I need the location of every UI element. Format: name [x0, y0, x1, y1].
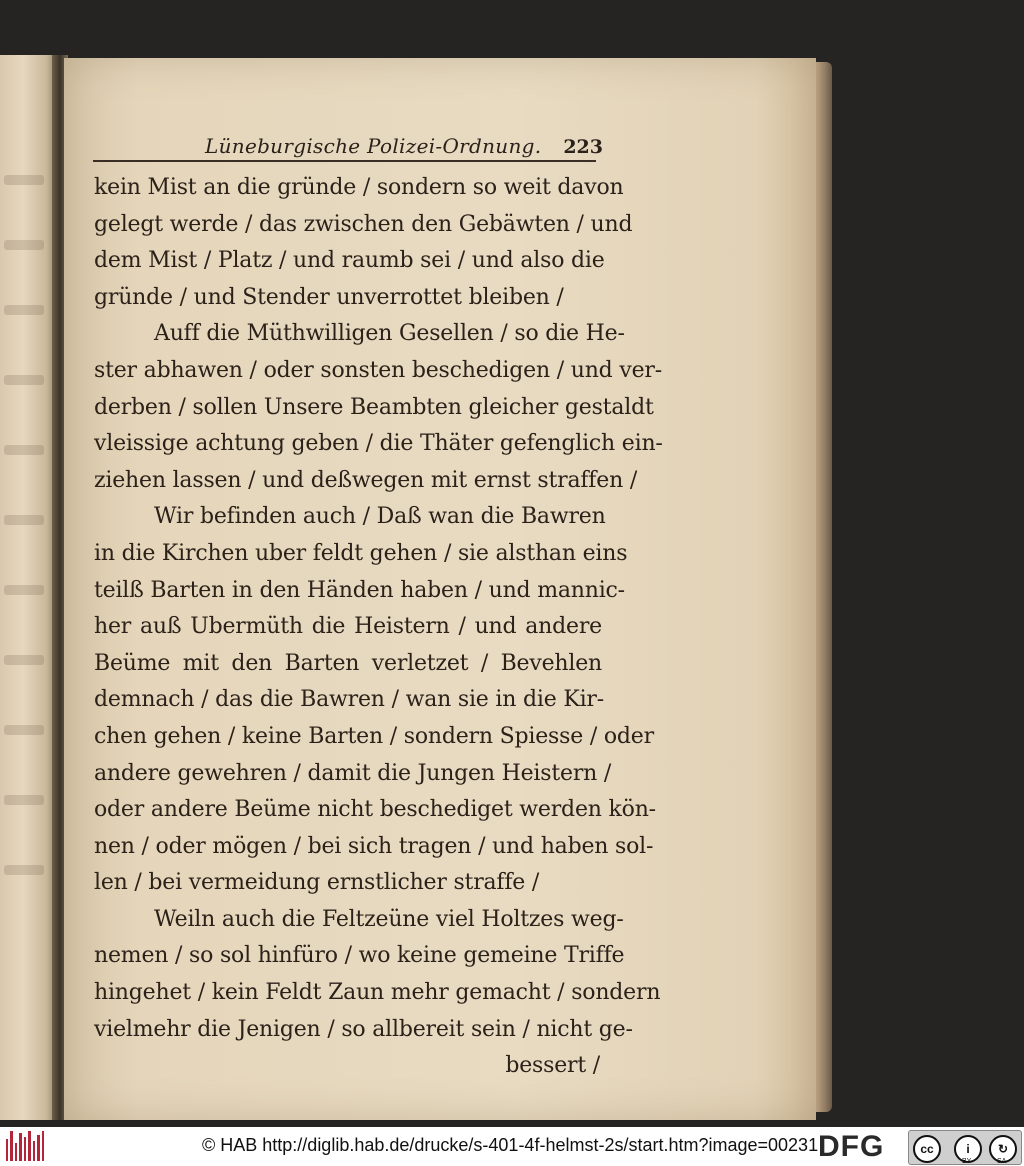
- text-line: Wir befinden auch / Daß wan die Bawren: [154, 504, 606, 530]
- sa-icon: ↻: [989, 1135, 1017, 1163]
- text-line: teilß Barten in den Händen haben / und mannic-: [94, 577, 625, 603]
- text-line: hingehet / kein Feldt Zaun mehr gemacht / sondern: [94, 980, 661, 1006]
- text-line: ziehen lassen / und deßwegen mit ernst straffen /: [94, 467, 638, 493]
- ghost-text: [4, 175, 44, 185]
- cc-license-badge[interactable]: [908, 1130, 1022, 1165]
- text-line: her auß Ubermüth die Heistern / und andere: [94, 614, 602, 640]
- cc-icon: cc: [913, 1135, 941, 1163]
- ghost-text: [4, 585, 44, 595]
- text-line: gelegt werde / das zwischen den Gebäwten / und: [94, 211, 633, 237]
- text-line: kein Mist an die gründe / sondern so weit davon: [94, 175, 624, 200]
- text-line: dem Mist / Platz / und raumb sei / und also die: [94, 248, 605, 274]
- text-line: vielmehr die Jenigen / so allbereit sein / nicht ge-: [94, 1016, 633, 1042]
- text-line: nen / oder mögen / bei sich tragen / und haben sol-: [94, 833, 654, 859]
- text-line: in die Kirchen uber feldt gehen / sie alsthan eins: [94, 540, 628, 566]
- hab-logo-icon[interactable]: [6, 1131, 44, 1161]
- text-line: gründe / und Stender unverrottet bleiben /: [94, 284, 564, 310]
- ghost-text: [4, 240, 44, 250]
- header-rule: [93, 160, 596, 162]
- text-line: len / bei vermeidung ernstlicher straffe /: [94, 870, 540, 896]
- by-label: BY: [962, 1158, 972, 1165]
- facing-page-edge: [0, 55, 58, 1120]
- text-line: Weiln auch die Feltzeüne viel Holtzes weg-: [154, 906, 624, 932]
- ghost-text: [4, 865, 44, 875]
- catchword: bessert /: [505, 1053, 600, 1079]
- ghost-text: [4, 305, 44, 315]
- ghost-text: [4, 725, 44, 735]
- sa-label: SA: [997, 1158, 1007, 1165]
- text-line: andere gewehren / damit die Jungen Heistern /: [94, 760, 612, 786]
- by-icon: i: [954, 1135, 982, 1163]
- text-line: chen gehen / keine Barten / sondern Spiesse / oder: [94, 723, 654, 749]
- ghost-text: [4, 445, 44, 455]
- source-credit-link[interactable]: © HAB http://diglib.hab.de/drucke/s-401-4f-helmst-2s/start.htm?image=00231: [202, 1135, 819, 1155]
- text-line: oder andere Beüme nicht beschediget werden kön-: [94, 797, 656, 823]
- ghost-text: [4, 795, 44, 805]
- text-line: Auff die Müthwilligen Gesellen / so die He-: [154, 321, 625, 347]
- text-line: nemen / so sol hinfüro / wo keine gemeine Triffe: [94, 943, 625, 969]
- text-line: ster abhawen / oder sonsten beschedigen / und ver-: [94, 357, 662, 383]
- ghost-text: [4, 515, 44, 525]
- body-text: [94, 170, 663, 1085]
- ghost-text: [4, 375, 44, 385]
- page-number: 223: [563, 136, 603, 158]
- text-line: Beüme mit den Barten verletzet / Bevehlen: [94, 650, 602, 676]
- page-header: [205, 130, 603, 164]
- running-head: Lüneburgische Polizei-Ordnung.: [205, 134, 542, 158]
- footer-bar: [0, 1127, 1024, 1166]
- text-line: derben / sollen Unsere Beambten gleicher gestaldt: [94, 394, 654, 420]
- text-line: vleissige achtung geben / die Thäter gefenglich ein-: [94, 431, 663, 457]
- text-line: demnach / das die Bawren / wan sie in die Kir-: [94, 687, 604, 713]
- ghost-text: [4, 655, 44, 665]
- dfg-logo[interactable]: DFG: [818, 1130, 885, 1163]
